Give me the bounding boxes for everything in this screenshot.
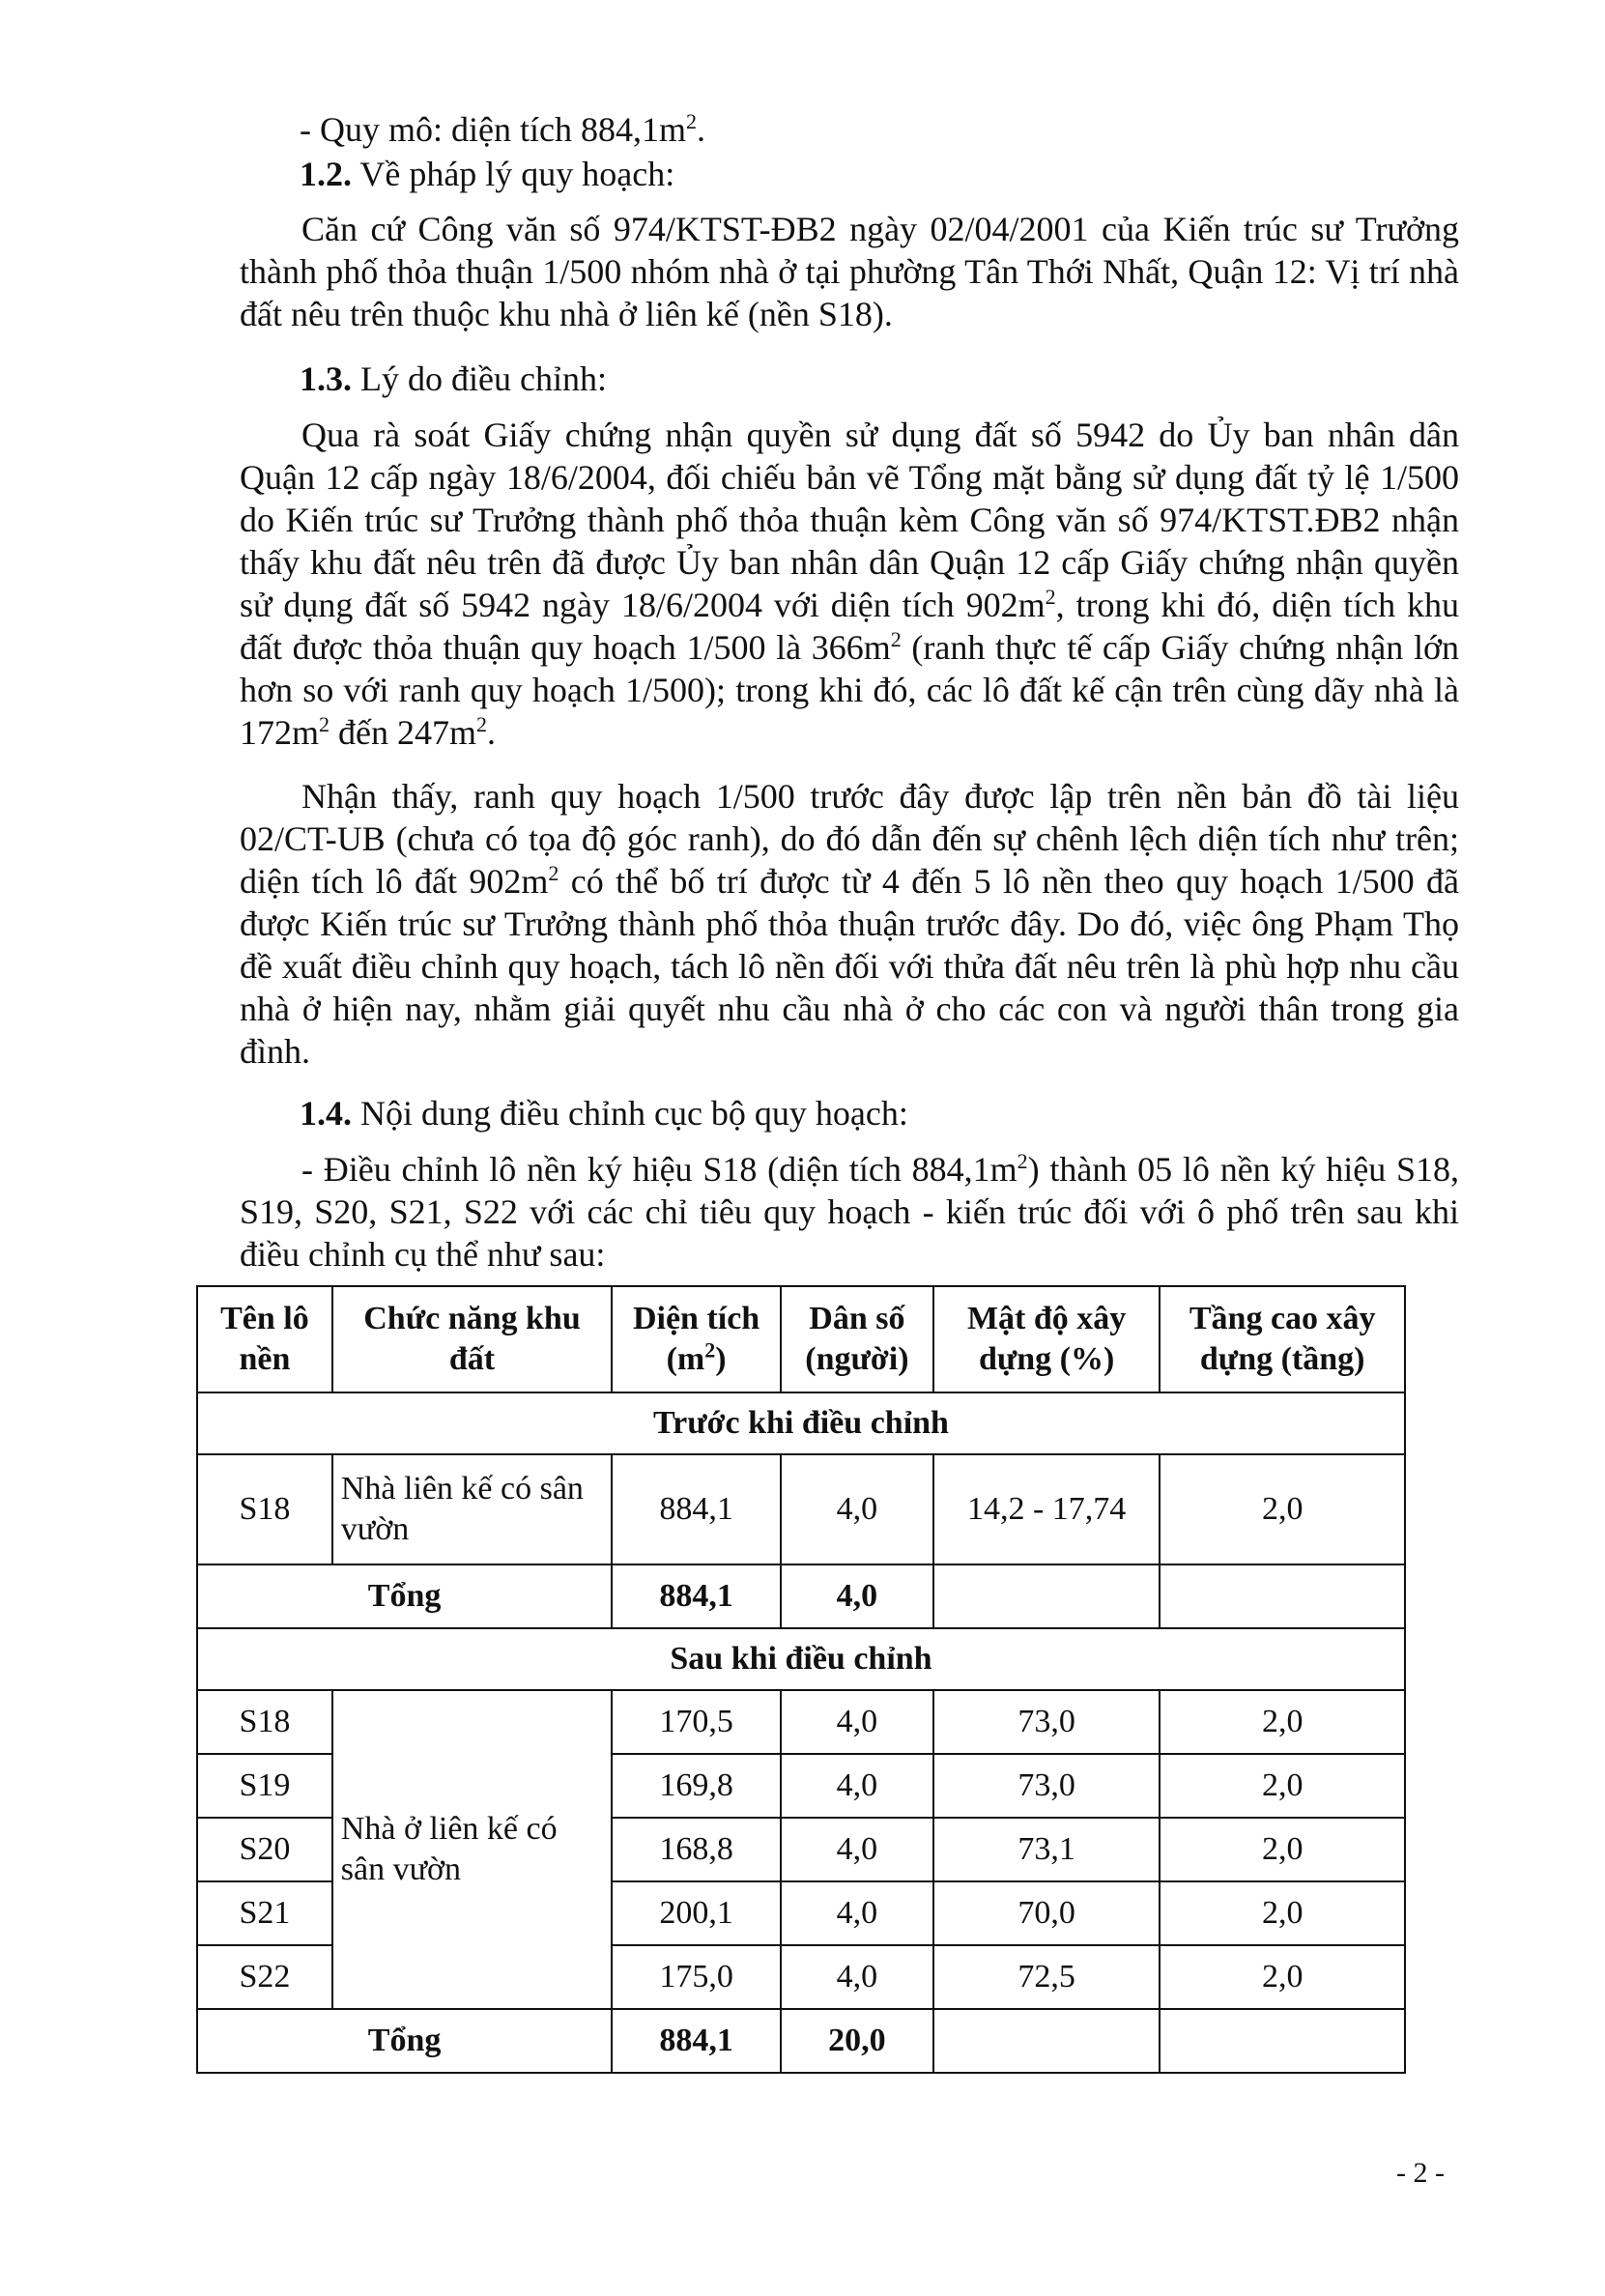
cell-lot: S20 bbox=[197, 1818, 332, 1881]
superscript: 2 bbox=[704, 1337, 716, 1363]
superscript: 2 bbox=[1045, 585, 1056, 609]
paragraph-text: Nhận thấy, ranh quy hoạch 1/500 trước đây được lập trên nền bản đồ tài liệu 02/CT-UB (chưa có tọa độ góc ranh), do đó dẫn đến sự chênh lệch diện tích như trên; diện tích lô đất 902m bbox=[240, 777, 1459, 901]
superscript: 2 bbox=[1017, 1149, 1028, 1173]
section-row-after bbox=[197, 1628, 1405, 1690]
paragraph-text: - Điều chỉnh lô nền ký hiệu S18 (diện tích 884,1m bbox=[301, 1150, 1017, 1189]
paragraph-text: Căn cứ Công văn số 974/KTST-ĐB2 ngày 02/04/2001 của Kiến trúc sư Trưởng thành phố thỏa thuận 1/500 nhóm nhà ở tại phường Tân Thới Nhất, Quận 12: Vị trí nhà đất nêu trên thuộc khu nhà ở liên kế (nền S18). bbox=[240, 210, 1459, 333]
empty-cell bbox=[1160, 2009, 1405, 2073]
total-population: 4,0 bbox=[781, 1564, 933, 1628]
cell-floors: 2,0 bbox=[1160, 1690, 1405, 1754]
cell-floors: 2,0 bbox=[1160, 1754, 1405, 1818]
section-title: Nội dung điều chỉnh cục bộ quy hoạch: bbox=[352, 1094, 908, 1133]
cell-lot: S18 bbox=[197, 1454, 332, 1564]
empty-cell bbox=[933, 1564, 1161, 1628]
total-area: 884,1 bbox=[612, 1564, 781, 1628]
empty-cell bbox=[933, 2009, 1161, 2073]
scale-line bbox=[300, 108, 1459, 151]
cell-density: 70,0 bbox=[933, 1881, 1161, 1945]
header-population: Dân số (người) bbox=[781, 1286, 933, 1392]
section-number: 1.2. bbox=[300, 155, 352, 193]
cell-floors: 2,0 bbox=[1160, 1881, 1405, 1945]
table-row bbox=[197, 1454, 1405, 1564]
superscript: 2 bbox=[319, 712, 330, 736]
cell-floors: 2,0 bbox=[1160, 1945, 1405, 2009]
header-area bbox=[612, 1286, 781, 1392]
section-number: 1.3. bbox=[300, 359, 352, 398]
punctuation: . bbox=[487, 713, 496, 752]
cell-density: 72,5 bbox=[933, 1945, 1161, 2009]
paragraph-1-3-a bbox=[240, 414, 1459, 754]
section-title: Lý do điều chỉnh: bbox=[352, 359, 607, 398]
cell-lot: S19 bbox=[197, 1754, 332, 1818]
header-function: Chức năng khu đất bbox=[332, 1286, 612, 1392]
table-row bbox=[197, 1690, 1405, 1754]
section-heading-1-3 bbox=[300, 358, 1459, 400]
scale-text: - Quy mô: diện tích 884,1m bbox=[300, 110, 686, 149]
cell-population: 4,0 bbox=[781, 1945, 933, 2009]
paragraph-1-2 bbox=[240, 208, 1459, 335]
paragraph-1-3-b bbox=[240, 775, 1459, 1073]
header-area-close: ) bbox=[715, 1341, 727, 1377]
superscript: 2 bbox=[548, 861, 559, 885]
paragraph-text: ) thành 05 lô nền ký hiệu S18, S19, S20, S21, S22 với các chỉ tiêu quy hoạch - kiến trúc đối với ô phố trên sau khi điều chỉnh cụ thể như sau: bbox=[240, 1150, 1459, 1274]
total-population: 20,0 bbox=[781, 2009, 933, 2073]
empty-cell bbox=[1160, 1564, 1405, 1628]
cell-density: 73,0 bbox=[933, 1754, 1161, 1818]
paragraph-text: (ranh thực tế cấp Giấy chứng nhận lớn hơn so với ranh quy hoạch 1/500); trong khi đó, các lô đất kế cận trên cùng dãy nhà là 172m bbox=[240, 628, 1459, 752]
total-row-before bbox=[197, 1564, 1405, 1628]
cell-density: 73,1 bbox=[933, 1818, 1161, 1881]
total-row-after bbox=[197, 2009, 1405, 2073]
cell-floors: 2,0 bbox=[1160, 1818, 1405, 1881]
paragraph-text: đến 247m bbox=[330, 713, 476, 752]
cell-area: 170,5 bbox=[612, 1690, 781, 1754]
cell-area: 200,1 bbox=[612, 1881, 781, 1945]
section-label-before: Trước khi điều chỉnh bbox=[197, 1392, 1405, 1454]
cell-floors: 2,0 bbox=[1160, 1454, 1405, 1564]
cell-population: 4,0 bbox=[781, 1454, 933, 1564]
header-area-text: Diện tích (m bbox=[632, 1301, 760, 1377]
superscript: 2 bbox=[476, 712, 487, 736]
superscript: 2 bbox=[890, 627, 902, 651]
section-heading-1-2 bbox=[300, 153, 1459, 195]
cell-area: 169,8 bbox=[612, 1754, 781, 1818]
page-number: - 2 - bbox=[1396, 2157, 1445, 2189]
punctuation: . bbox=[696, 110, 705, 149]
table-header-row bbox=[197, 1286, 1405, 1392]
cell-lot: S18 bbox=[197, 1690, 332, 1754]
header-lot: Tên lô nền bbox=[197, 1286, 332, 1392]
total-area: 884,1 bbox=[612, 2009, 781, 2073]
section-label-after: Sau khi điều chỉnh bbox=[197, 1628, 1405, 1690]
cell-lot: S22 bbox=[197, 1945, 332, 2009]
cell-population: 4,0 bbox=[781, 1881, 933, 1945]
total-label: Tổng bbox=[197, 2009, 612, 2073]
cell-function: Nhà liên kế có sân vườn bbox=[332, 1454, 612, 1564]
section-number: 1.4. bbox=[300, 1094, 352, 1133]
cell-density: 73,0 bbox=[933, 1690, 1161, 1754]
cell-area: 175,0 bbox=[612, 1945, 781, 2009]
superscript: 2 bbox=[685, 109, 697, 133]
section-title: Về pháp lý quy hoạch: bbox=[352, 155, 675, 193]
cell-population: 4,0 bbox=[781, 1690, 933, 1754]
section-row-before bbox=[197, 1392, 1405, 1454]
cell-lot: S21 bbox=[197, 1881, 332, 1945]
cell-population: 4,0 bbox=[781, 1818, 933, 1881]
cell-area: 168,8 bbox=[612, 1818, 781, 1881]
paragraph-text: có thể bố trí được từ 4 đến 5 lô nền theo quy hoạch 1/500 đã được Kiến trúc sư Trưởng thành phố thỏa thuận trước đây. Do đó, việc ông Phạm Thọ đề xuất điều chỉnh quy hoạch, tách lô nền đối với thửa đất nêu trên là phù hợp nhu cầu nhà ở hiện nay, nhằm giải quyết nhu cầu nhà ở cho các con và người thân trong gia đình. bbox=[240, 862, 1459, 1071]
cell-population: 4,0 bbox=[781, 1754, 933, 1818]
paragraph-text: , trong khi đó, diện tích khu đất được thỏa thuận quy hoạch 1/500 là 366m bbox=[240, 586, 1459, 667]
total-label: Tổng bbox=[197, 1564, 612, 1628]
cell-function-merged: Nhà ở liên kế có sân vườn bbox=[332, 1690, 612, 2009]
cell-density: 14,2 - 17,74 bbox=[933, 1454, 1161, 1564]
section-heading-1-4 bbox=[300, 1092, 1459, 1134]
header-density: Mật độ xây dựng (%) bbox=[933, 1286, 1161, 1392]
planning-table bbox=[196, 1285, 1406, 2074]
cell-area: 884,1 bbox=[612, 1454, 781, 1564]
paragraph-1-4 bbox=[240, 1148, 1459, 1276]
header-floors: Tầng cao xây dựng (tầng) bbox=[1160, 1286, 1405, 1392]
paragraph-text: Qua rà soát Giấy chứng nhận quyền sử dụng đất số 5942 do Ủy ban nhân dân Quận 12 cấp ngày 18/6/2004, đối chiếu bản vẽ Tổng mặt bằng sử dụng đất tỷ lệ 1/500 do Kiến trúc sư Trưởng thành phố thỏa thuận kèm Công văn số 974/KTST.ĐB2 nhận thấy khu đất nêu trên đã được Ủy ban nhân dân Quận 12 cấp Giấy chứng nhận quyền sử dụng đất số 5942 ngày 18/6/2004 với diện tích 902m bbox=[240, 416, 1459, 624]
